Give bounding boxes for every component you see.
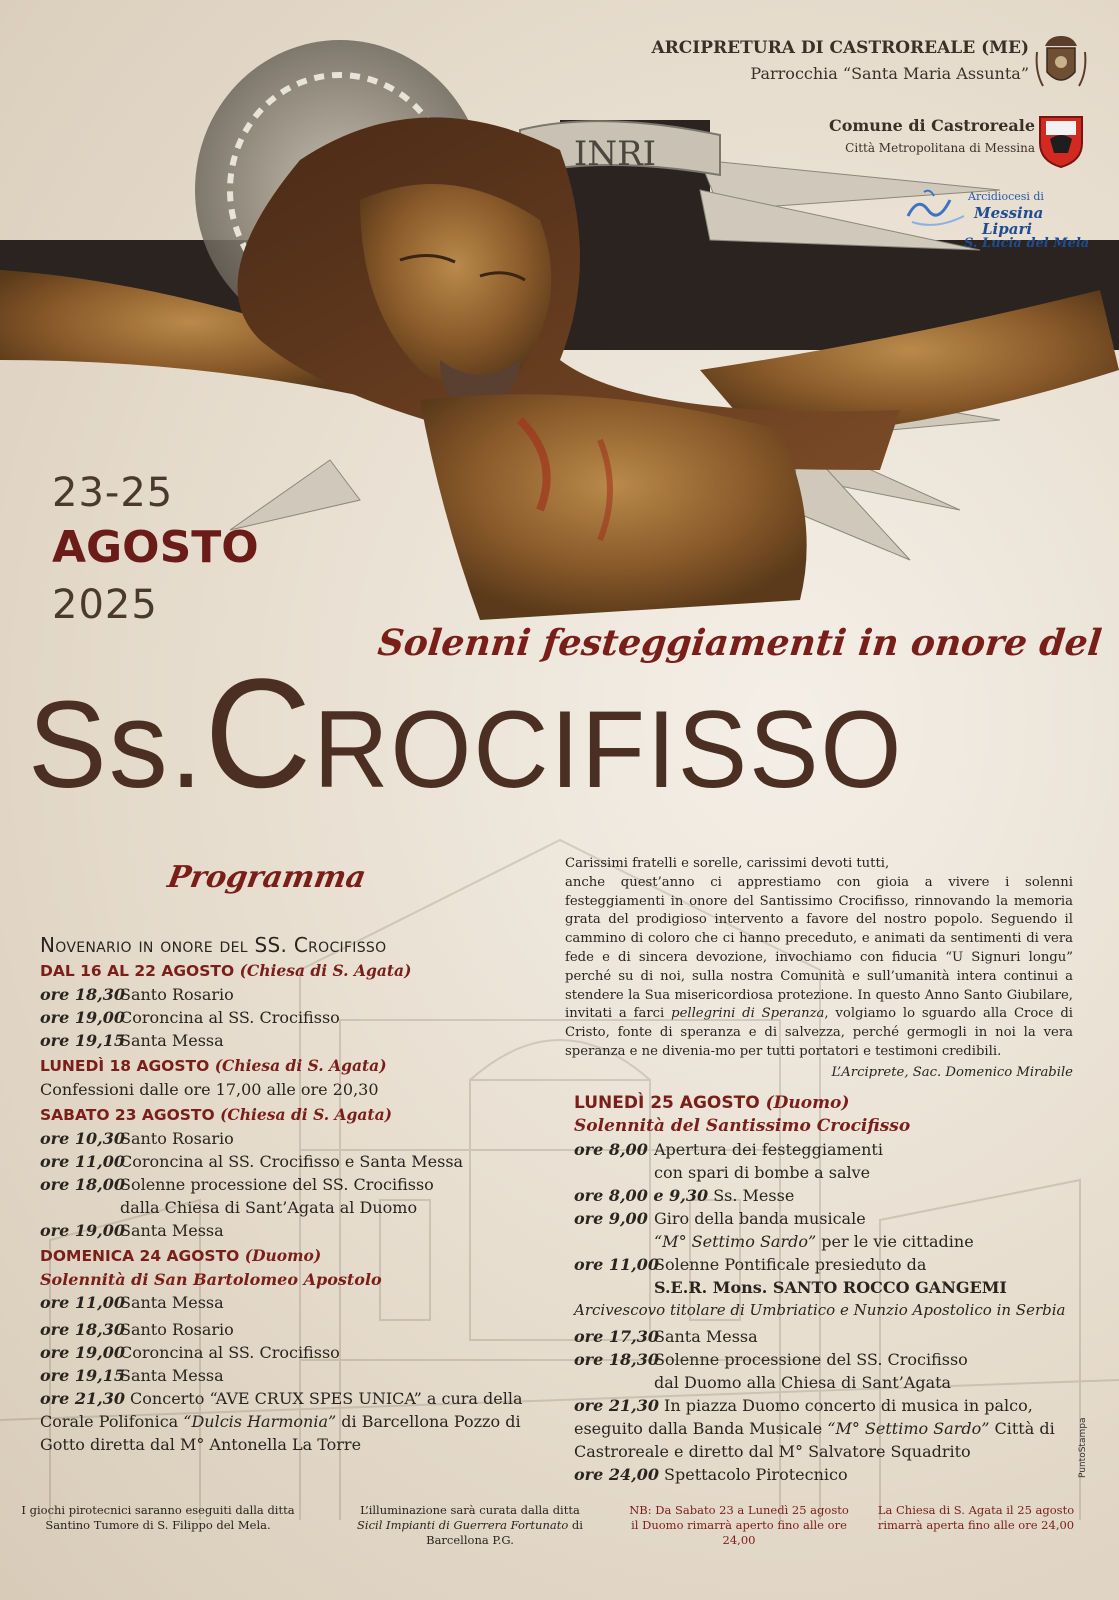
block4-day-label: DOMENICA 24 AGOSTO [40, 1247, 240, 1265]
schedule-desc: Santo Rosario [120, 1129, 234, 1148]
bishop-crest-icon [1033, 32, 1089, 94]
schedule-row [40, 1219, 540, 1242]
schedule-row [40, 1029, 540, 1052]
celebrant-role: Arcivescovo titolare di Umbriatico e Nunzio Apostolico in Serbia [574, 1301, 1066, 1319]
schedule-desc: Coroncina al SS. Crocifisso e Santa Messa [120, 1152, 464, 1171]
title-name: Crocifisso [204, 647, 904, 821]
arcidiocesi-label: Arcidiocesi di [968, 190, 1044, 203]
schedule-row [574, 1138, 1074, 1184]
schedule-time: ore 18,30 [574, 1350, 659, 1369]
schedule-desc [120, 1173, 540, 1219]
concert-line2b: di Barcellona Pozzo di [336, 1412, 521, 1431]
arcidiocesi-lipari: Lipari [982, 220, 1033, 238]
right-day-label: LUNEDÌ 25 AGOSTO [574, 1093, 760, 1113]
schedule-row [40, 1341, 540, 1364]
festival-month: AGOSTO [52, 522, 259, 573]
schedule-desc-line1: Apertura dei festeggiamenti [654, 1140, 883, 1159]
footer-f3-line2: il Duomo rimarrà aperto fino alle ore 24,00 [631, 1518, 847, 1547]
schedule-row [40, 1364, 540, 1387]
schedule-desc-line1: Solenne processione del SS. Crocifisso [120, 1175, 434, 1194]
schedule-desc-line2: con spari di bombe a salve [654, 1163, 871, 1182]
schedule-desc-line2b: Città di [989, 1419, 1055, 1438]
footer-sant-agata-note [876, 1503, 1076, 1533]
block3-place: (Chiesa di S. Agata) [220, 1105, 392, 1124]
comune-shield-icon [1036, 113, 1086, 169]
block4-day [40, 1244, 540, 1268]
left-program [40, 934, 540, 1456]
wave-logo-icon [906, 186, 966, 226]
schedule-time: ore 8,00 [574, 1140, 648, 1159]
schedule-time: ore 19,00 [40, 1221, 125, 1240]
comune-name: Comune di Castroreale [828, 116, 1035, 135]
block1-place: (Chiesa di S. Agata) [239, 961, 412, 980]
schedule-row [40, 1150, 540, 1173]
right-place: (Duomo) [765, 1093, 850, 1113]
festival-days: 23-25 [52, 470, 174, 516]
block1-day [40, 959, 540, 983]
concert-line3: Gotto diretta dal M° Antonella La Torre [40, 1435, 362, 1454]
schedule-desc: Coroncina al SS. Crocifisso [120, 1343, 340, 1362]
schedule-row [574, 1325, 1074, 1348]
schedule-desc-line1: In piazza Duomo concerto di musica in palco, [664, 1396, 1033, 1415]
schedule-row [574, 1394, 1074, 1463]
schedule-desc-line1: Solenne processione del SS. Crocifisso [654, 1350, 968, 1369]
letter-body [565, 874, 1073, 1062]
schedule-time: ore 9,00 [574, 1209, 648, 1228]
schedule-desc-line2: dal Duomo alla Chiesa di Sant’Agata [654, 1373, 952, 1392]
footer-duomo-note [614, 1503, 864, 1548]
schedule-time: ore 11,00 [40, 1152, 125, 1171]
band-name: “M° Settimo Sardo” [654, 1232, 817, 1251]
schedule-time: ore 21,30 [574, 1396, 659, 1415]
schedule-desc: Coroncina al SS. Crocifisso [120, 1008, 340, 1027]
footer-f2-line1: L’illuminazione sarà curata dalla ditta [360, 1503, 580, 1517]
letter-greeting: Carissimi fratelli e sorelle, carissimi devoti tutti, [565, 856, 890, 871]
schedule-row [574, 1348, 1074, 1394]
concert-line1: Concerto “AVE CRUX SPES UNICA” a cura della [130, 1389, 523, 1408]
concert-time: ore 21,30 [40, 1389, 125, 1408]
novenario-heading: Novenario in onore del SS. Crocifisso [40, 933, 387, 957]
block4-solennita: Solennità di San Bartolomeo Apostolo [40, 1270, 382, 1289]
schedule-row [40, 1318, 540, 1341]
schedule-desc: Santa Messa [654, 1327, 758, 1346]
schedule-desc: Santo Rosario [120, 1320, 234, 1339]
block2-day [40, 1054, 540, 1078]
block4-place: (Duomo) [244, 1246, 322, 1265]
concert-line2: Corale Polifonica [40, 1412, 184, 1431]
arcidiocesi-logo [922, 186, 1092, 252]
printer-credit: PuntoStampa [1078, 1417, 1088, 1478]
schedule-desc: Santa Messa [120, 1366, 224, 1385]
schedule-desc: Ss. Messe [713, 1186, 795, 1205]
schedule-row [40, 1173, 540, 1219]
schedule-row [40, 983, 540, 1006]
schedule-time: ore 17,30 [574, 1327, 659, 1346]
concert-choir-name: “Dulcis Harmonia” [183, 1412, 337, 1431]
schedule-desc: Santa Messa [120, 1293, 224, 1312]
footer-fireworks-note [18, 1503, 298, 1533]
schedule-time: ore 10,30 [40, 1129, 125, 1148]
footer-f4-line1: La Chiesa di S. Agata il 25 agosto [877, 1503, 1075, 1517]
footer-f2-line2b: di Barcellona P.G. [426, 1518, 583, 1547]
schedule-desc-line2: dalla Chiesa di Sant’Agata al Duomo [120, 1198, 418, 1217]
footer-f3-line1: NB: Da Sabato 23 a Lunedì 25 agosto [629, 1503, 849, 1517]
block1-day-label: DAL 16 AL 22 AGOSTO [40, 962, 235, 980]
letter-body-italic: pellegrini di Speranza [671, 1006, 825, 1022]
footer-f2-company: Sicil Impianti di Guerrera Fortunato [357, 1518, 569, 1532]
schedule-row [574, 1253, 1074, 1299]
arcidiocesi-messina: Messina [974, 204, 1044, 222]
inri-plaque-text: INRI [573, 134, 657, 174]
footer-lighting-note [330, 1503, 610, 1548]
schedule-time: ore 19,00 [40, 1008, 125, 1027]
schedule-desc-line1: Solenne Pontificale presieduto da [654, 1255, 927, 1274]
programma-heading: Programma [164, 860, 369, 895]
block3-day-label: SABATO 23 AGOSTO [40, 1106, 215, 1124]
schedule-row [40, 1006, 540, 1029]
footer-f1-line2: Santino Tumore di S. Filippo del Mela. [45, 1518, 271, 1532]
letter-body-part1: anche quest’anno ci apprestiamo con gioia a vivere i solenni festeggiamenti in onore del Santissimo Crocifisso, rinnovando la memoria grata del prodigioso intervento a favore del nostro popolo. Seguendo il cammino di coloro che ci hanno preceduto, e animati da sentimenti di vera fede e di sincera devozione, invochiamo con fiducia “U Signuri longu” perché su di noi, sulla nostra Comunità e sull’umanità intera continui a stendere la Sua misericordiosa protezione. In questo Anno Santo Giubilare, invitati a farci [565, 874, 1073, 1022]
block2-place: (Chiesa di S. Agata) [214, 1056, 387, 1075]
footer-f1-line1: I giochi pirotecnici saranno eseguiti dalla ditta [21, 1503, 295, 1517]
schedule-row [574, 1207, 1074, 1253]
schedule-desc [654, 1207, 1074, 1253]
parrocchia-name: Parrocchia “Santa Maria Assunta” [750, 64, 1029, 83]
arcipretura-name: ARCIPRETURA DI CASTROREALE (ME) [651, 38, 1029, 58]
schedule-desc-line1: Giro della banda musicale [654, 1209, 866, 1228]
schedule-row [574, 1463, 1074, 1486]
footer-f4-line2: rimarrà aperta fino alle ore 24,00 [877, 1518, 1075, 1532]
schedule-desc [654, 1138, 1074, 1184]
schedule-time: ore 24,00 [574, 1465, 659, 1484]
schedule-time: ore 8,00 e 9,30 [574, 1186, 709, 1205]
schedule-desc [654, 1348, 1074, 1394]
letter-body-part2: , volgiamo lo sguardo alla Croce di Cristo, fonte di speranza e di salvezza, perché germogli in noi la vera speranza e ne divenia-mo per tutti portatori e testimoni credibili. [565, 1006, 1073, 1059]
festival-year: 2025 [52, 582, 158, 628]
schedule-desc: Spettacolo Pirotecnico [664, 1465, 848, 1484]
schedule-time: ore 19,15 [40, 1031, 125, 1050]
schedule-time: ore 11,00 [40, 1293, 125, 1312]
band-name: “M° Settimo Sardo” [827, 1419, 990, 1438]
title-prefix: Ss. [28, 675, 205, 815]
schedule-desc-line3: Castroreale e diretto dal M° Salvatore Squadrito [574, 1442, 971, 1461]
schedule-time: ore 18,00 [40, 1175, 125, 1194]
event-title [28, 645, 903, 824]
schedule-desc: Santa Messa [120, 1031, 224, 1050]
schedule-time: ore 18,30 [40, 985, 125, 1004]
schedule-desc [654, 1253, 1074, 1299]
schedule-desc: Santo Rosario [120, 985, 234, 1004]
right-day [574, 1092, 1074, 1115]
schedule-time: ore 11,00 [574, 1255, 659, 1274]
schedule-row [574, 1184, 1074, 1207]
schedule-desc-line2: per le vie cittadine [816, 1232, 974, 1251]
letter-signature: L’Arciprete, Sac. Domenico Mirabile [831, 1064, 1073, 1080]
schedule-time: ore 18,30 [40, 1320, 125, 1339]
right-solennita: Solennità del Santissimo Crocifisso [574, 1116, 911, 1136]
block3-day [40, 1103, 540, 1127]
celebrant-name: S.E.R. Mons. SANTO ROCCO GANGEMI [654, 1278, 1007, 1297]
arcidiocesi-santa-lucia: S. Lucia del Mela [964, 236, 1090, 251]
schedule-time: ore 19,00 [40, 1343, 125, 1362]
schedule-desc-line2a: eseguito dalla Banda Musicale [574, 1419, 828, 1438]
confessioni-text: Confessioni dalle ore 17,00 alle ore 20,30 [40, 1080, 379, 1099]
schedule-time: ore 19,15 [40, 1366, 125, 1385]
citta-metropolitana: Città Metropolitana di Messina [845, 141, 1035, 155]
block2-day-label: LUNEDÌ 18 AGOSTO [40, 1057, 210, 1075]
right-program [574, 1090, 1074, 1486]
schedule-row [40, 1127, 540, 1150]
schedule-desc: Santa Messa [120, 1221, 224, 1240]
concert-entry [40, 1387, 540, 1456]
event-subtitle: Solenni festeggiamenti in onore del [375, 622, 1104, 664]
arciprete-letter [565, 855, 1073, 1083]
schedule-row [40, 1291, 540, 1314]
